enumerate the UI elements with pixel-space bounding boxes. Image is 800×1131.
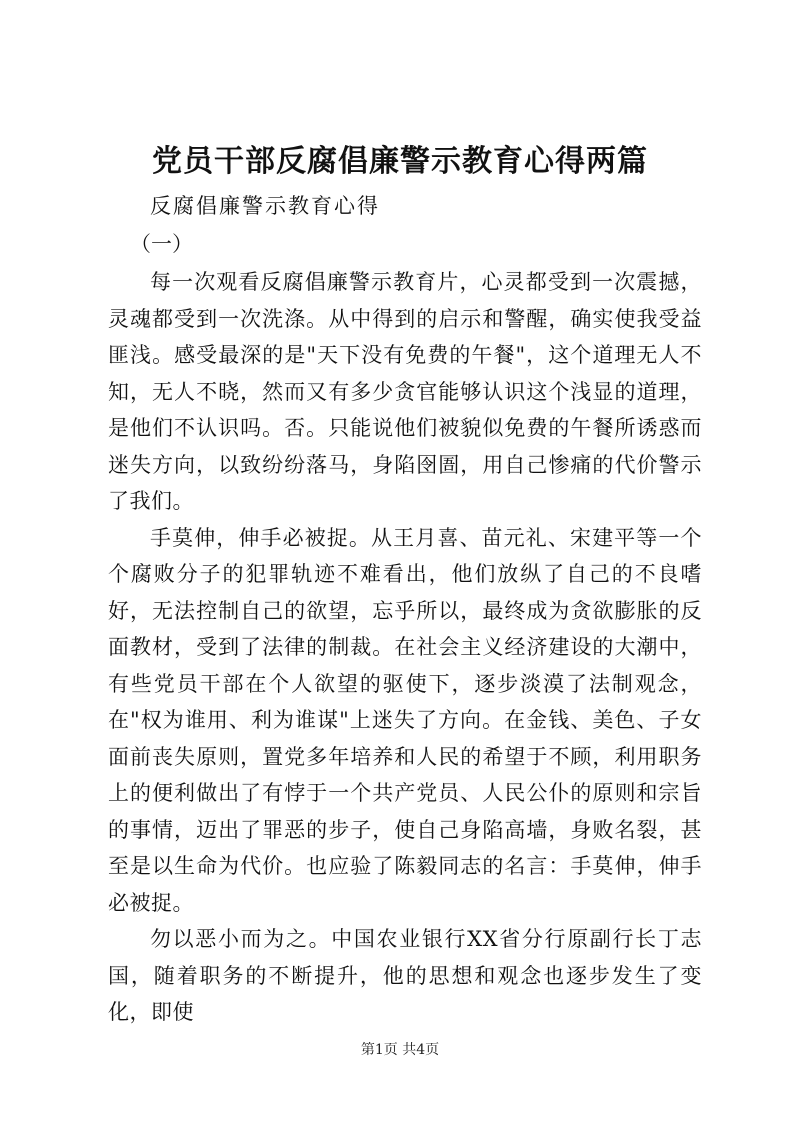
page-footer: 第1页 共4页 <box>360 1042 440 1058</box>
paragraph-1: 每一次观看反腐倡廉警示教育片，心灵都受到一次震撼，灵魂都受到一次洗涤。从中得到的启示和警醒，确实使我受益匪浅。感受最深的是"天下没有免费的午餐"，这个道理无人不知，无人不晓，然而又有多少贪官能够认识这个浅显的道理，是他们不认识吗。否。只能说他们被貌似免费的午餐所诱惑而迷失方向，以致纷纷落马，身陷囹圄，用自己惨痛的代价警示了我们。 <box>108 270 702 513</box>
document-title: 党员干部反腐倡廉警示教育心得两篇 <box>152 144 648 179</box>
document-body <box>108 264 702 1031</box>
paragraph-3: 勿以恶小而为之。中国农业银行XX省分行原副行长丁志国，随着职务的不断提升，他的思想和观念也逐步发生了变化，即使 <box>108 927 702 1024</box>
paragraph-2: 手莫伸，伸手必被捉。从王月喜、苗元礼、宋建平等一个个腐败分子的犯罪轨迹不难看出，他们放纵了自己的不良嗜好，无法控制自己的欲望，忘乎所以，最终成为贪欲膨胀的反面教材，受到了法律的制裁。在社会主义经济建设的大潮中，有些党员干部在个人欲望的驱使下，逐步淡漠了法制观念，在"权为谁用、利为谁谋"上迷失了方向。在金钱、美色、子女面前丧失原则，置党多年培养和人民的希望于不顾，利用职务上的便利做出了有悖于一个共产党员、人民公仆的原则和宗旨的事情，迈出了罪恶的步子，使自己身陷高墙，身败名裂，甚至是以生命为代价。也应验了陈毅同志的名言：手莫伸，伸手必被捉。 <box>108 525 702 915</box>
section-number: （一） <box>130 232 193 256</box>
document-subtitle: 反腐倡廉警示教育心得 <box>150 194 380 218</box>
